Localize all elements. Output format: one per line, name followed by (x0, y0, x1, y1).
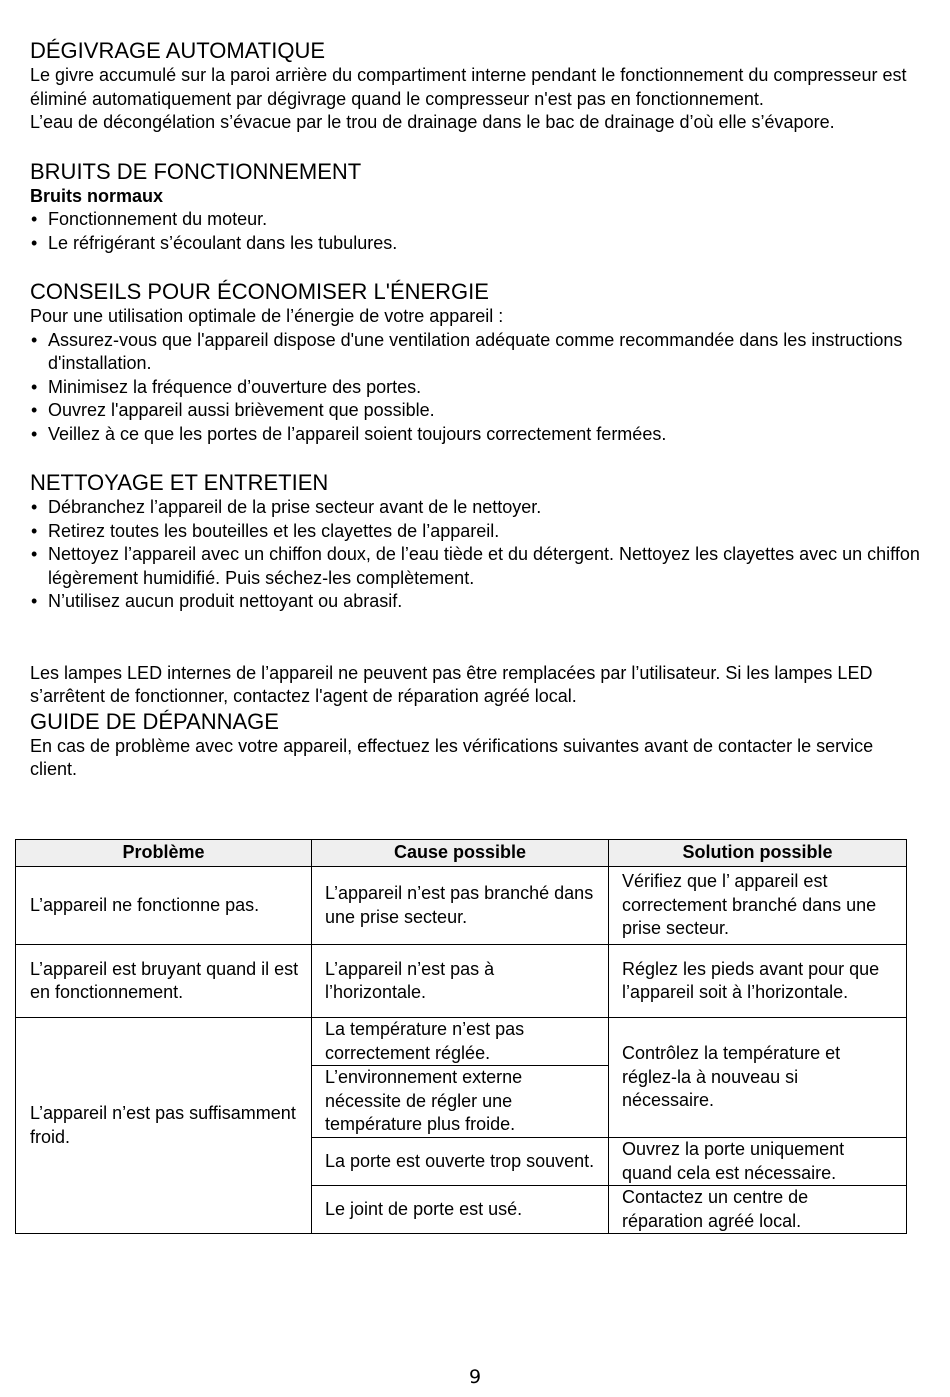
list-item: • Débranchez l’appareil de la prise secteur avant de le nettoyer. (30, 496, 925, 520)
troubleshooting-intro: En cas de problème avec votre appareil, effectuez les vérifications suivantes avant de contacter le service client. (30, 735, 874, 779)
solution-cell: Contrôlez la température et réglez-la à nouveau si nécessaire. (609, 1018, 907, 1138)
table-row (16, 867, 907, 945)
table-row (16, 945, 907, 1018)
cause-cell: La porte est ouverte trop souvent. (312, 1138, 609, 1186)
cause-cell: L’appareil n’est pas à l’horizontale. (312, 945, 609, 1018)
problem-cell: L’appareil n’est pas suffisamment froid. (16, 1018, 312, 1234)
page-number: 9 (468, 1366, 482, 1388)
solution-cell: Ouvrez la porte uniquement quand cela est nécessaire. (609, 1138, 907, 1186)
list-item: • Fonctionnement du moteur. (30, 208, 925, 232)
cause-cell: L’appareil n’est pas branché dans une prise secteur. (312, 867, 609, 945)
header-problem: Problème (16, 840, 312, 867)
led-note: Les lampes LED internes de l’appareil ne peuvent pas être remplacées par l’utilisateur. Si les lampes LED s’arrêtent de fonctionner, contactez l'agent de réparation agréé local. (30, 662, 873, 706)
problem-cell: L’appareil ne fonctionne pas. (16, 867, 312, 945)
defrost-paragraph-2: L’eau de décongélation s’évacue par le trou de drainage dans le bac de drainage d’où elle s’évapore. (30, 112, 835, 132)
defrost-heading: DÉGIVRAGE AUTOMATIQUE (30, 38, 326, 63)
list-item: • Le réfrigérant s’écoulant dans les tubulures. (30, 232, 925, 256)
noises-list (30, 208, 925, 255)
defrost-paragraph-1: Le givre accumulé sur la paroi arrière du compartiment interne pendant le fonctionnement du compresseur est éliminé automatiquement par dégivrage quand le compresseur n'est pas en fonctionnement. (30, 65, 907, 109)
table-row (16, 1018, 907, 1066)
list-item: • Assurez-vous que l'appareil dispose d'une ventilation adéquate comme recommandée dans les instructions d'installation. (30, 329, 925, 376)
troubleshooting-heading: GUIDE DE DÉPANNAGE (30, 708, 279, 734)
troubleshooting-table (15, 839, 907, 1234)
problem-cell: L’appareil est bruyant quand il est en fonctionnement. (16, 945, 312, 1018)
energy-intro: Pour une utilisation optimale de l’énergie de votre appareil : (30, 306, 504, 326)
energy-heading: CONSEILS POUR ÉCONOMISER L'ÉNERGIE (30, 279, 489, 304)
cleaning-list (30, 496, 925, 614)
cleaning-heading: NETTOYAGE ET ENTRETIEN (30, 470, 329, 495)
cause-cell: Le joint de porte est usé. (312, 1186, 609, 1234)
list-item: • Ouvrez l'appareil aussi brièvement que possible. (30, 399, 925, 423)
list-item: • Veillez à ce que les portes de l’appareil soient toujours correctement fermées. (30, 423, 925, 447)
solution-cell: Contactez un centre de réparation agréé local. (609, 1186, 907, 1234)
list-item: • Nettoyez l’appareil avec un chiffon doux, de l’eau tiède et du détergent. Nettoyez les clayettes avec un chiffon légèrement humidifié. Puis séchez-les complètement. (30, 543, 925, 590)
solution-cell: Réglez les pieds avant pour que l’appareil soit à l’horizontale. (609, 945, 907, 1018)
header-cause: Cause possible (312, 840, 609, 867)
list-item: • Minimisez la fréquence d’ouverture des portes. (30, 376, 925, 400)
cause-cell: L’environnement externe nécessite de régler une température plus froide. (312, 1066, 609, 1138)
noises-subheading: Bruits normaux (30, 185, 164, 206)
list-item: • Retirez toutes les bouteilles et les clayettes de l’appareil. (30, 520, 925, 544)
cause-cell: La température n’est pas correctement réglée. (312, 1018, 609, 1066)
solution-cell: Vérifiez que l’ appareil est correctement branché dans une prise secteur. (609, 867, 907, 945)
manual-page (30, 38, 925, 782)
header-solution: Solution possible (609, 840, 907, 867)
list-item: • N’utilisez aucun produit nettoyant ou abrasif. (30, 590, 925, 614)
table-header-row (16, 840, 907, 867)
energy-list (30, 329, 925, 447)
noises-heading: BRUITS DE FONCTIONNEMENT (30, 158, 362, 184)
